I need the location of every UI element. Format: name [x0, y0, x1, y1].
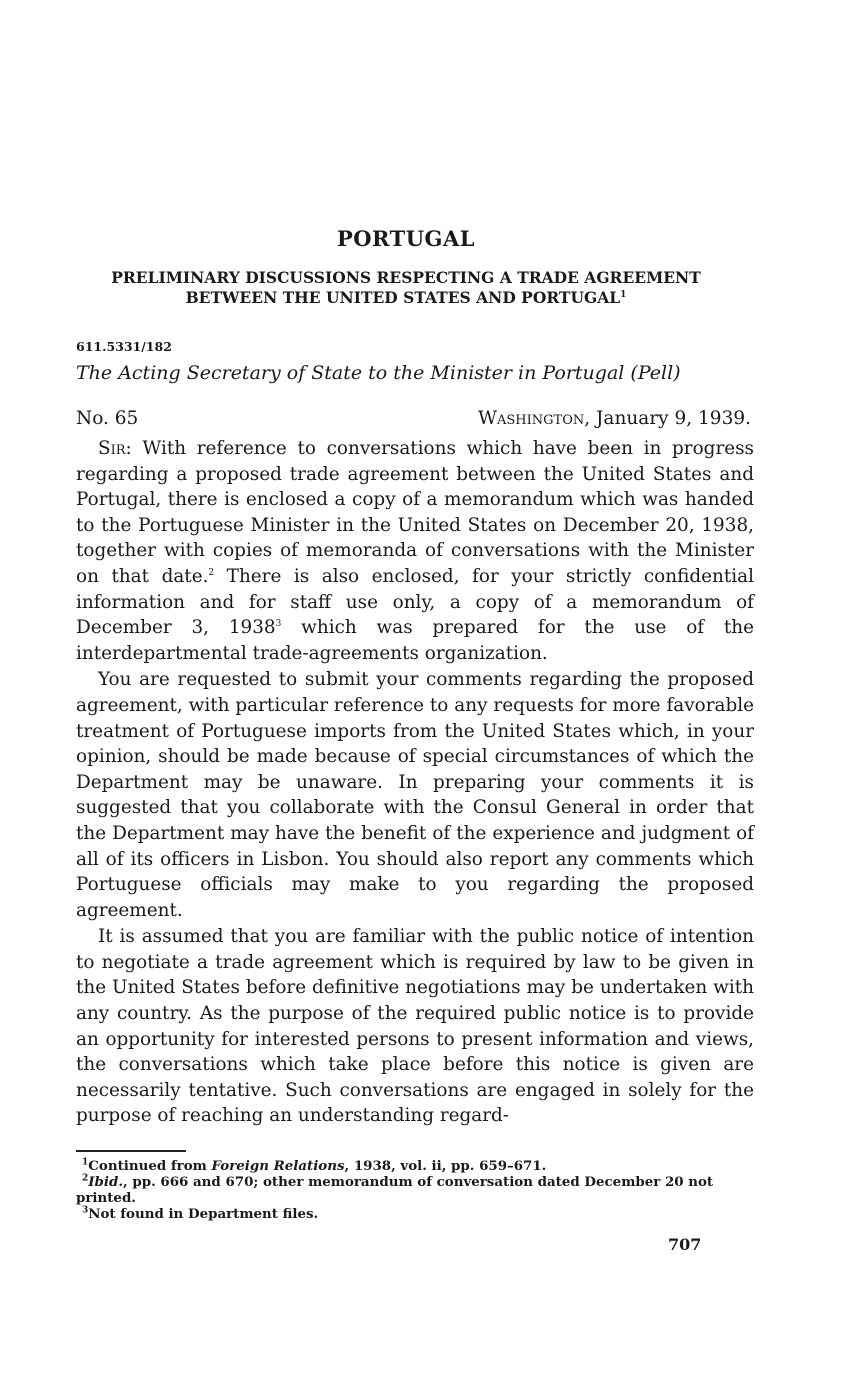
footnote-text: Not found in Department files. — [88, 1206, 319, 1222]
document-heading — [76, 362, 756, 384]
paragraph-1 — [76, 436, 754, 666]
page-number: 707 — [668, 1235, 702, 1254]
subtitle-line-2-text: BETWEEN THE UNITED STATES AND PORTUGAL — [185, 288, 621, 307]
footnote-text: , 1938, vol. ii, pp. 659–671. — [344, 1158, 547, 1174]
footnote-ref: 3 — [275, 619, 282, 630]
date: , January 9, 1939. — [584, 408, 751, 429]
footnote-ref: 2 — [208, 567, 215, 578]
heading-recipient: (Pell) — [630, 362, 681, 384]
footnote-number: 3 — [82, 1205, 89, 1216]
dateline — [76, 408, 751, 429]
footnote-number: 2 — [82, 1173, 89, 1184]
footnote-text: Continued from — [88, 1158, 212, 1174]
country-title: PORTUGAL — [336, 226, 476, 251]
paragraph-2: You are requested to submit your comments regarding the proposed agreement, with particular reference to any requests for more favorable treatment of Portuguese imports from the United States which, in your opinion, should be made because of special circumstances of which the Department may be unaware. In preparing your comments it is suggested that you collaborate with the Consul General in order that the Department may have the benefit of the experience and judgment of all of its officers in Lisbon. You should also report any comments which Portuguese officials may make to you regarding the proposed agreement. — [76, 669, 754, 921]
salutation: Sir — [98, 438, 126, 459]
subtitle-line-2 — [76, 288, 736, 308]
letter-body — [76, 436, 754, 1129]
document-number: No. 65 — [76, 408, 139, 429]
footnote-2 — [76, 1174, 760, 1206]
footnote-italic: Foreign Relations — [211, 1158, 345, 1174]
footnote-number: 1 — [82, 1157, 89, 1168]
paragraph-3: It is assumed that you are familiar with the public notice of intention to negotiate a trade agreement which is required by law to be given in the United States before definitive negotiations may be undertaken with any country. As the purpose of the required public notice is to provide an opportunity for interested persons to present information and views, the conversations which take place before this notice is given are necessarily tentative. Such conversations are engaged in solely for the purpose of reaching an understanding regard- — [76, 926, 754, 1127]
paragraph-1-part-a: : With reference to conversations which have been in progress regarding a proposed trade agreement between the United States and Portugal, there is enclosed a copy of a memorandum which was handed to the Portuguese Minister in the United States on December 20, 1938, together with copies of memoranda of conversations with the Minister on that date. — [76, 438, 754, 587]
file-number: 611.5331/182 — [76, 339, 172, 354]
place-date — [478, 408, 751, 429]
heading-text: The Acting Secretary of State to the Minister in Portugal — [76, 362, 625, 384]
place: Washington — [478, 408, 585, 429]
footnote-ref: 1 — [620, 289, 627, 300]
section-subtitle — [76, 268, 736, 308]
subtitle-line-1: PRELIMINARY DISCUSSIONS RESPECTING A TRADE AGREEMENT — [111, 268, 701, 287]
paragraph-1-part-c: which was prepared for the use of the interdepartmental trade-agreements organization. — [76, 617, 754, 664]
footnote-3 — [76, 1206, 760, 1222]
paragraph-1-part-b: There is also enclosed, for your strictly confidential information and for staff use only, a copy of a memorandum of December 3, 1938 — [76, 565, 754, 639]
footnote-1 — [76, 1158, 760, 1174]
footnotes — [76, 1158, 760, 1222]
footnote-italic: Ibid. — [88, 1174, 124, 1190]
footnote-text: , pp. 666 and 670; other memorandum of conversation dated December 20 not printed. — [76, 1174, 714, 1206]
footnote-rule — [76, 1150, 186, 1152]
